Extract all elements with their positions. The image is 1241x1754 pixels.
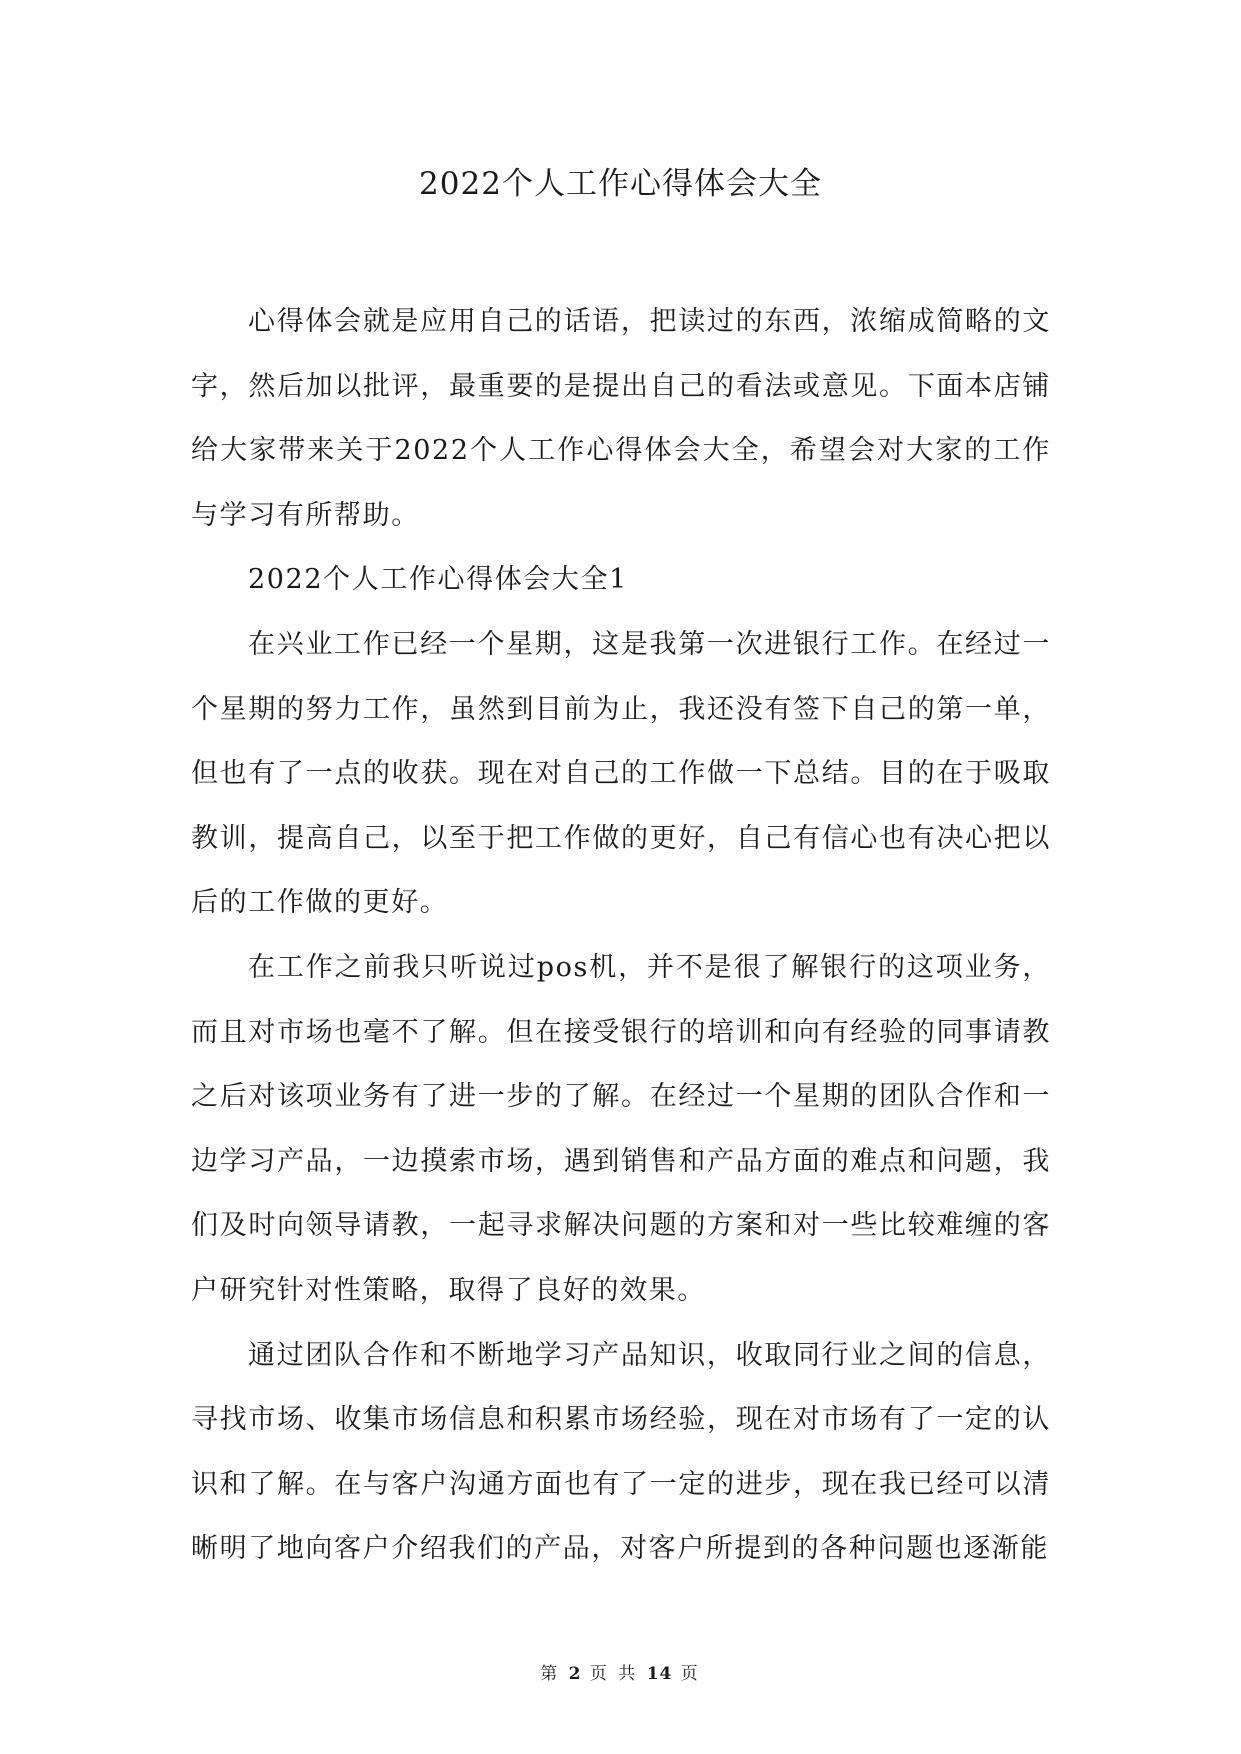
footer-middle: 页 共: [589, 1664, 639, 1684]
current-page-number: 2: [568, 1664, 582, 1684]
body-paragraph: 在兴业工作已经一个星期，这是我第一次进银行工作。在经过一个星期的努力工作，虽然到目前为止，我还没有签下自己的第一单，但也有了一点的收获。现在对自己的工作做一下总结。目的在于吸取教训，提高自己，以至于把工作做的更好，自己有信心也有决心把以后的工作做的更好。: [191, 628, 1051, 919]
body-paragraph: 通过团队合作和不断地学习产品知识，收取同行业之间的信息，寻找市场、收集市场信息和积累市场经验，现在对市场有了一定的认识和了解。在与客户沟通方面也有了一定的进步，现在我已经可以清晰明了地向客户介绍我们的产品，对客户所提到的各种问题也逐渐能: [191, 1339, 1051, 1565]
body-paragraph: 在工作之前我只听说过pos机，并不是很了解银行的这项业务，而且对市场也毫不了解。但在接受银行的培训和向有经验的同事请教之后对该项业务有了进一步的了解。在经过一个星期的团队合作和一边学习产品，一边摸索市场，遇到销售和产品方面的难点和问题，我们及时向领导请教，一起寻求解决问题的方案和对一些比较难缠的客户研究针对性策略，取得了良好的效果。: [191, 951, 1051, 1306]
footer-suffix: 页: [680, 1664, 701, 1684]
document-title: 2022个人工作心得体会大全: [419, 166, 822, 202]
section-heading: 2022个人工作心得体会大全1: [248, 564, 628, 596]
total-page-number: 14: [646, 1664, 673, 1684]
document-body: [191, 290, 1051, 1582]
page-footer: [0, 1662, 1241, 1686]
footer-prefix: 第: [540, 1664, 561, 1684]
intro-paragraph: 心得体会就是应用自己的话语，把读过的东西，浓缩成简略的文字，然后加以批评，最重要的是提出自己的看法或意见。下面本店铺给大家带来关于2022个人工作心得体会大全，希望会对大家的工作与学习有所帮助。: [191, 306, 1051, 531]
